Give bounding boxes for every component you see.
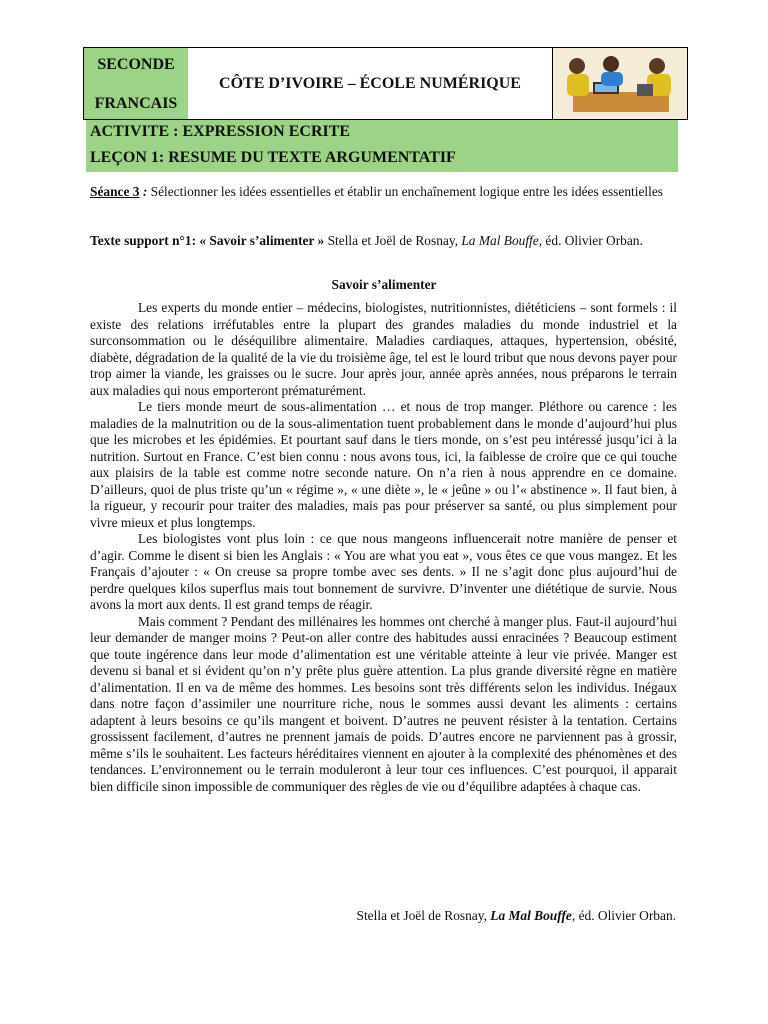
students-computer-icon [553,48,687,119]
support-publisher: , éd. Olivier Orban. [538,233,643,248]
header-title: CÔTE D’IVOIRE – ÉCOLE NUMÉRIQUE [219,75,521,92]
signature-book: La Mal Bouffe [490,908,572,923]
lesson-title: LEÇON 1: RESUME DU TEXTE ARGUMENTATIF [90,149,456,166]
activity-band [86,120,678,172]
paragraph: Les experts du monde entier – médecins, biologistes, nutritionnistes, diététiciens – sont formels : il existe des relations irréfutables entre la plupart des grandes maladies du monde industriel et la surconsommation ou le déséquilibre alimentaire. Maladies cardiaques, attaques, hypertension, obésité, diabète, dégradation de la qualité de la vie du troisième âge, tel est le lourd tribut que nous devons payer pour trop aimer la viande, les graisses ou le sucre. Jour après jour, année après années, nous préparons le terrain aux maladies qui nous emporteront prématurément. [90,300,677,398]
seance-label: Séance 3 [90,184,140,199]
support-authors: Stella et Joël de Rosnay, [324,233,462,248]
paragraph: Le tiers monde meurt de sous-alimentation … et nous de trop manger. Pléthore ou carence : les maladies de la malnutrition ou de la sous-alimentation tuent probablement dans le monde d’aujourd’hui plus que les microbes et les épidémies. Et pourtant sauf dans le tiers monde, on s’est peu intéressé jusqu’ici à la nutrition. Surtout en France. C’est bien connu : nous avons tous, ici, la faiblesse de croire que ce qui touche aux plaisirs de la table est comme notre seconde nature. On n’a rien à nous apprendre en ce domaine. D’ailleurs, quoi de plus triste qu’un « régime », « une diète », le « jeûne » ou l’« abstinence ». Il faut bien, à la rigueur, y recourir pour traiter des maladies, mais pas pour préserver sa santé, ou plus simplement pour vivre mieux et plus longtemps. [90,399,677,530]
paragraph: Les biologistes vont plus loin : ce que nous mangeons influencerait notre manière de penser et d’agir. Comme le disent si bien les Anglais : « You are what you eat », vous êtes ce que vous mangez. Et les Français d’ajouter : « On creuse sa propre tombe avec ses dents. » Il ne s’agit donc plus aujourd’hui de perdre quelques kilos superflus mais tout bonnement de survivre. D’inventer une diététique de survie. Nous avons la mort aux dents. Il est grand temps de réagir. [90,531,677,612]
level-line-2: FRANCAIS [94,95,178,112]
signature-publisher: , éd. Olivier Orban. [571,908,676,923]
seance-sep: : [139,184,151,199]
students-illustration [553,48,687,119]
level-cell [84,48,189,119]
level-line-1: SECONDE [97,56,175,73]
support-book: La Mal Bouffe [461,233,539,248]
seance-text: Sélectionner les idées essentielles et établir un enchaînement logique entre les idées essentielles [150,184,664,199]
header-table [83,47,688,120]
support-label: Texte support n°1: « Savoir s’alimenter » [90,233,325,248]
support-line [90,233,680,249]
paragraph: Mais comment ? Pendant des millénaires les hommes ont cherché à manger plus. Faut-il aujourd’hui leur demander de manger moins ? Peut-on aller contre des habitudes aussi enracinées ? Beaucoup estiment que toute ingérence dans leur mode d’alimentation est une véritable atteinte à leur vie privée. Manger est devenu si banal et si évident qu’on n’y prête plus guère attention. La plus grande diversité règne en matière d’alimentation. Il en va de même des hommes. Les besoins sont très différents selon les individus. Inégaux dans notre façon d’assimiler une nourriture riche, nous le sommes aussi devant les aliments : certains adaptent à leurs besoins ce qu’ils mangent et boivent. D’autres ne peuvent résister à la tentation. Certains grossissent facilement, d’autres ne prennent jamais de poids. D’autres encore ne parviennent pas à grossir, même s’ils le souhaitent. Les facteurs héréditaires viennent en ajouter à la complexité des phénomènes et des tendances. L’environnement ou le terrain moduleront à leur tour ces influences. C’est pourquoi, il apparait bien difficile sinon impossible de communiquer des règles de vie ou d’équilibre adaptées à chaque cas. [90,613,677,794]
activity-title: ACTIVITE : EXPRESSION ECRITE [90,123,351,140]
seance-line [90,184,680,200]
text-title: Savoir s’alimenter [331,277,437,292]
text-body [90,300,677,795]
header-title-cell [188,48,553,119]
signature [357,908,676,924]
signature-authors: Stella et Joël de Rosnay, [356,908,491,923]
